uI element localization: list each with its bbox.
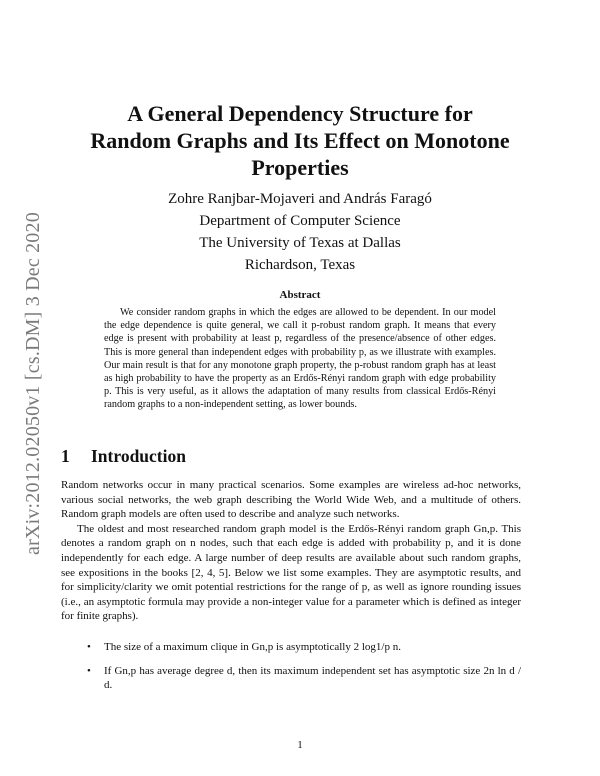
section-title: Introduction — [91, 446, 186, 466]
page-number: 1 — [297, 739, 303, 751]
section-number: 1 — [61, 446, 70, 466]
author-department: Department of Computer Science — [199, 213, 401, 229]
list-item — [61, 664, 521, 693]
body-text — [61, 478, 521, 624]
author-block — [40, 188, 560, 276]
author-location: Richardson, Texas — [244, 257, 356, 273]
author-names: Zohre Ranjbar-Mojaveri and András Faragó — [168, 191, 432, 207]
abstract-heading: Abstract — [279, 289, 321, 301]
bullet-text-2: If Gn,p has average degree d, then its maximum independent set has asymptotic size 2n ln d / d. — [104, 664, 521, 692]
paragraph-2: The oldest and most researched random graph model is the Erdős-Rényi random graph Gn,p. This denotes a random graph on n nodes, such that each edge is added with probability p, and it is done independently for each edge. A large number of deep results are available about such random graphs, see expositions in the books [2, 4, 5]. Below we list some examples. They are asymptotic results, and for simplicity/clarity we omit potential restrictions for the range of p, as well as ignore rounding issues (i.e., an asymptotic formula may provide a non-integer value for a parameter which is defined as integer for finite graphs). — [61, 522, 521, 623]
list-item — [61, 640, 521, 655]
bullet-icon: • — [87, 664, 91, 677]
section-heading — [61, 446, 186, 467]
paragraph-1: Random networks occur in many practical scenarios. Some examples are wireless ad-hoc networks, various social networks, the web graph describing the World Wide Web, and a multitude of others. Random graph models are often used to describe and analyze such networks. — [61, 479, 521, 521]
abstract-text: We consider random graphs in which the edges are allowed to be dependent. In our model the edge dependence is quite general, we call it p-robust random graph. It means that every edge is present with probability at least p, regardless of the presence/absence of other edges. This is more general than independent edges with probability p, as we illustrate with examples. Our main result is that for any monotone graph property, the p-robust random graph has at least as high probability to have the property as an Erdős-Rényi random graph with edge probability p. This is very useful, as it allows the adaptation of many results from classical Erdős-Rényi random graphs to a non-independent setting, as lower bounds. — [104, 307, 496, 411]
title-line-2: Random Graphs and Its Effect on Monotone — [90, 128, 510, 153]
bullet-list — [61, 640, 521, 702]
title-line-3: Properties — [251, 155, 349, 180]
paper-title — [40, 100, 560, 181]
bullet-icon: • — [87, 641, 91, 653]
title-line-1: A General Dependency Structure for — [127, 101, 473, 126]
bullet-text-1: The size of a maximum clique in Gn,p is asymptotically 2 log1/p n. — [104, 641, 401, 653]
arxiv-identifier: arXiv:2012.02050v1 [cs.DM] 3 Dec 2020 — [22, 212, 44, 555]
author-university: The University of Texas at Dallas — [199, 235, 401, 251]
abstract-body — [104, 306, 496, 412]
